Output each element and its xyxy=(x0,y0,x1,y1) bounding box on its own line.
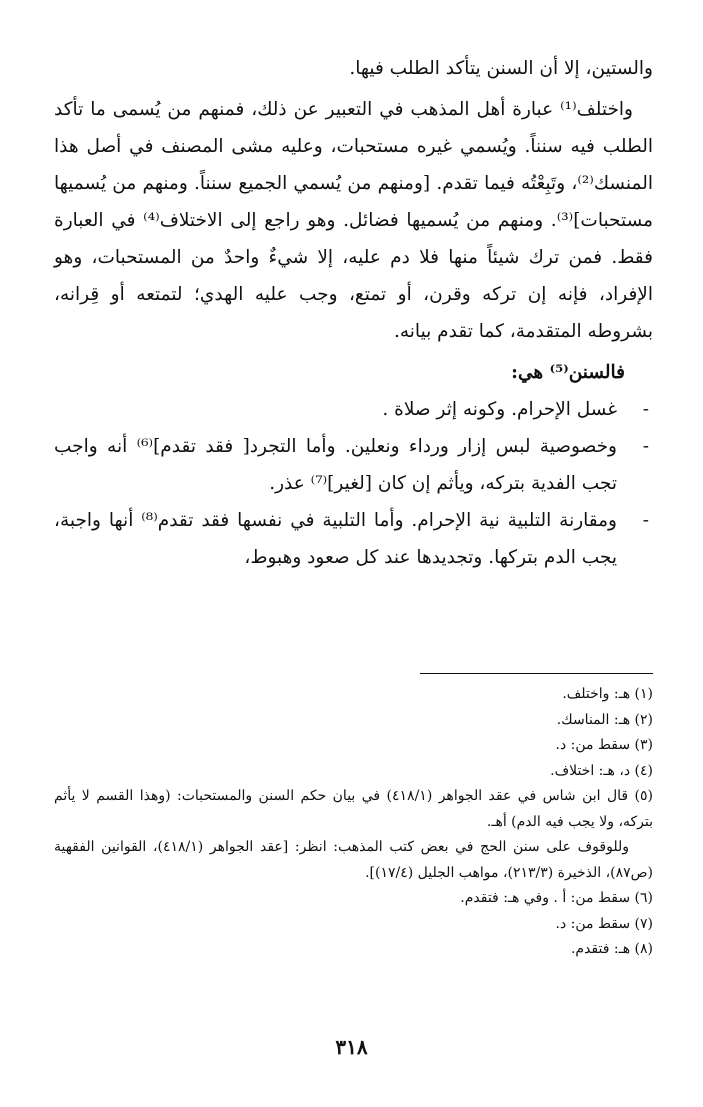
list-dash: - xyxy=(642,436,649,457)
footnotes xyxy=(54,682,653,963)
footnote-separator xyxy=(420,673,653,674)
paragraph-1: والستين، إلا أن السنن يتأكد الطلب فيها. xyxy=(349,58,653,79)
footnote-8: (٨) هـ: فتقدم. xyxy=(570,941,653,957)
footnote-2: (٢) هـ: المناسك. xyxy=(556,711,653,728)
footnote-5-continuation: وللوقوف على سنن الحج في بعض كتب المذهب: انظر: [عقد الجواهر (٤١٨/١)، القوانين الفقهية (ص٨٧)، الذخيرة (٢١٣/٣)، مواهب الجليل (١٧/٤)]. xyxy=(54,839,653,881)
sunnah-list xyxy=(54,391,653,576)
main-text xyxy=(54,50,653,576)
footnote-1: (١) هـ: واختلف. xyxy=(562,686,653,702)
list-item-text: ومقارنة التلبية نية الإحرام. وأما التلبية في نفسها فقد تقدم⁽⁸⁾ أنها واجبة، يجب الدم بتركها. وتجديدها عند كل صعود وهبوط، xyxy=(54,510,617,568)
footnote-3: (٣) سقط من: د. xyxy=(555,737,653,753)
list-item-text: غسل الإحرام. وكونه إثر صلاة . xyxy=(382,399,617,420)
paragraph-2: واختلف⁽¹⁾ عبارة أهل المذهب في التعبير عن ذلك، فمنهم من يُسمى ما تأكد الطلب فيه سنناً. ويُسمي غيره مستحبات، وعليه مشى المصنف في أصل هذا المنسك⁽²⁾، وتَبِعْتُه فيما تقدم. [ومنهم من يُسمي الجميع سنناً. ومنهم من يُسميها مستحبات]⁽³⁾. ومنهم من يُسميها فضائل. وهو راجع إلى الاختلاف⁽⁴⁾ في العبارة فقط. فمن ترك شيئاً منها فلا دم عليه، إلا شيءٌ واحدٌ من المستحبات، وهو الإفراد، فإنه إن تركه وقرن، أو تمتع، وجب عليه الهدي؛ لتمتعه أو قِرانه، بشروطه المتقدمة، كما تقدم بيانه. xyxy=(54,99,653,342)
section-heading: فالسنن⁽⁵⁾ هي: xyxy=(511,362,625,383)
footnote-5: (٥) قال ابن شاس في عقد الجواهر (٤١٨/١) في بيان حكم السنن والمستحبات: (وهذا القسم لا يأثم بتركه، ولا يجب فيه الدم) أهـ. xyxy=(54,788,653,830)
footnote-7: (٧) سقط من: د. xyxy=(555,915,653,932)
page-number: ٣١٨ xyxy=(335,1035,368,1059)
list-item xyxy=(54,428,653,502)
list-dash: - xyxy=(642,510,649,531)
list-item xyxy=(54,391,653,428)
list-dash: - xyxy=(642,399,649,420)
list-item xyxy=(54,502,653,576)
footnote-4: (٤) د، هـ: اختلاف. xyxy=(550,762,653,779)
footnote-6: (٦) سقط من: أ . وفي هـ: فتقدم. xyxy=(460,890,653,906)
list-item-text: وخصوصية لبس إزار ورداء ونعلين. وأما التجرد[ فقد تقدم]⁽⁶⁾ أنه واجب تجب الفدية بتركه، ويأثم إن كان [لغير]⁽⁷⁾ عذر. xyxy=(54,436,617,494)
